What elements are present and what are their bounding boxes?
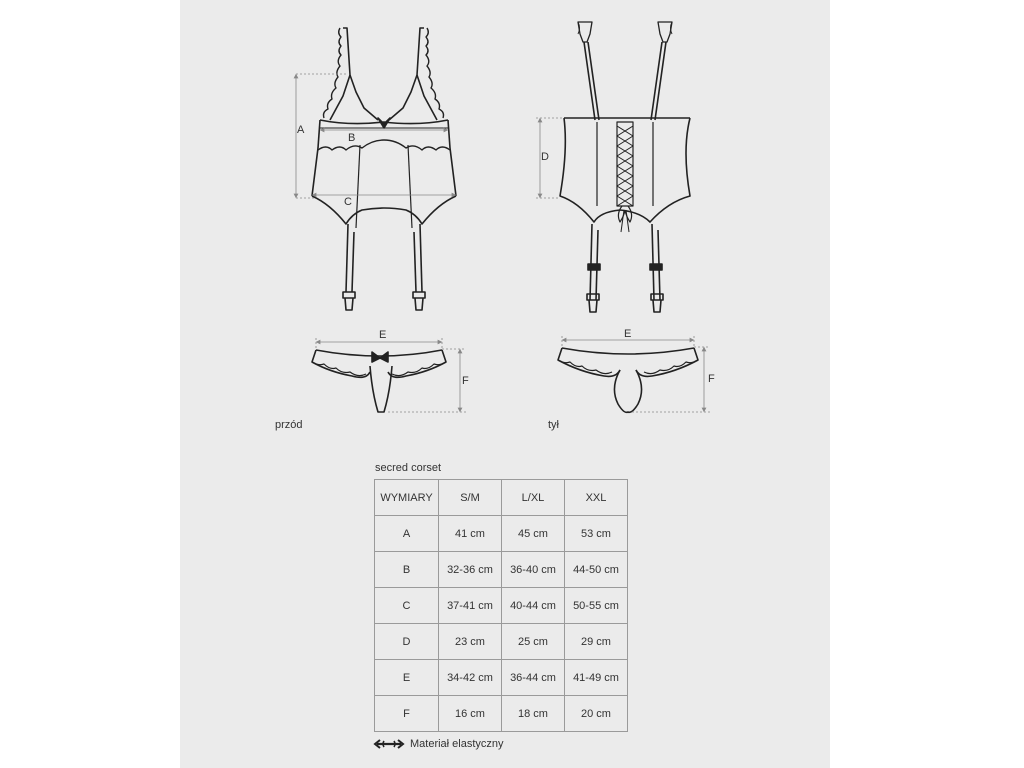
table-cell: 40-44 cm — [502, 588, 565, 624]
thong-back-drawing — [558, 348, 698, 412]
table-cell: B — [375, 552, 439, 588]
dimension-label-e-front: E — [379, 329, 387, 341]
corset-back-drawing — [560, 22, 690, 312]
table-cell: 16 cm — [439, 696, 502, 732]
table-row — [375, 624, 628, 660]
table-cell: 37-41 cm — [439, 588, 502, 624]
legend-label: Materiał elastyczny — [410, 738, 504, 750]
table-row — [375, 588, 628, 624]
size-chart-sheet — [180, 0, 830, 768]
legend — [373, 738, 504, 750]
table-cell: F — [375, 696, 439, 732]
table-row — [375, 552, 628, 588]
dimension-label-f-front: F — [462, 375, 469, 387]
table-row — [375, 660, 628, 696]
table-cell: C — [375, 588, 439, 624]
table-header-cell: WYMIARY — [375, 480, 439, 516]
table-cell: 45 cm — [502, 516, 565, 552]
thong-front-drawing — [312, 350, 446, 412]
dimension-label-d: D — [541, 151, 549, 163]
table-row — [375, 516, 628, 552]
table-header-cell: L/XL — [502, 480, 565, 516]
table-header-cell: S/M — [439, 480, 502, 516]
dimension-label-a: A — [297, 124, 305, 136]
corset-front-drawing — [312, 28, 456, 310]
stretch-arrow-icon — [373, 738, 405, 750]
table-cell: A — [375, 516, 439, 552]
garment-technical-drawings — [180, 0, 830, 460]
table-cell: 20 cm — [565, 696, 628, 732]
table-cell: 25 cm — [502, 624, 565, 660]
table-cell: 44-50 cm — [565, 552, 628, 588]
dimension-label-b: B — [348, 132, 356, 144]
table-cell: 53 cm — [565, 516, 628, 552]
table-cell: 36-44 cm — [502, 660, 565, 696]
front-dimension-lines — [296, 74, 454, 198]
dimension-label-f-back: F — [708, 373, 715, 385]
table-cell: 32-36 cm — [439, 552, 502, 588]
table-row — [375, 696, 628, 732]
table-cell: D — [375, 624, 439, 660]
table-header-cell: XXL — [565, 480, 628, 516]
table-cell: 41-49 cm — [565, 660, 628, 696]
table-cell: E — [375, 660, 439, 696]
table-cell: 50-55 cm — [565, 588, 628, 624]
table-cell: 34-42 cm — [439, 660, 502, 696]
table-header-row — [375, 480, 628, 516]
table-cell: 41 cm — [439, 516, 502, 552]
size-table-title: secred corset — [375, 462, 442, 474]
table-cell: 29 cm — [565, 624, 628, 660]
size-table — [374, 479, 628, 732]
table-cell: 18 cm — [502, 696, 565, 732]
dimension-label-e-back: E — [624, 328, 632, 340]
dimension-label-c: C — [344, 196, 352, 208]
front-view-label: przód — [275, 419, 303, 431]
back-view-label: tył — [548, 419, 559, 431]
table-cell: 36-40 cm — [502, 552, 565, 588]
back-thong-dimension-lines — [562, 336, 710, 412]
table-cell: 23 cm — [439, 624, 502, 660]
